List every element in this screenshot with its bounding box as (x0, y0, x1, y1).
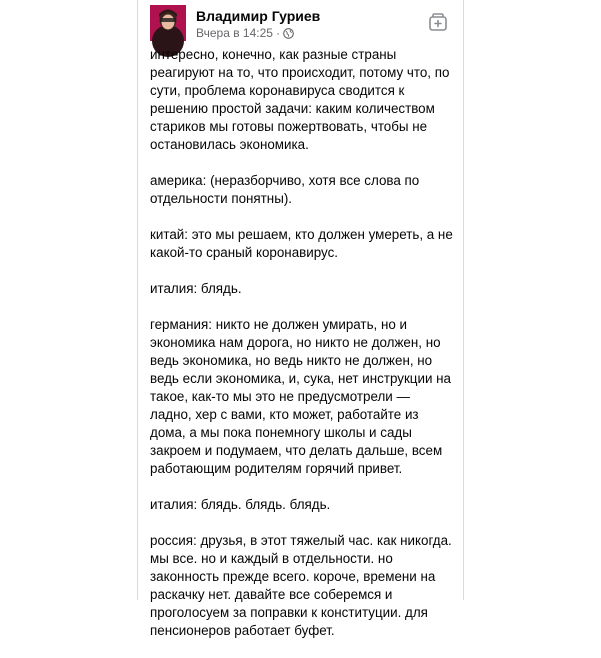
post-paragraph: германия: никто не должен умирать, но и экономика нам дорога, но никто не должен, но ведь экономика, но ведь никто не должен, но ведь если экономика, и, сука, нет инструкции на такое, как-то мы это не предусмотрели — ладно, хер с вами, кто может, работайте из дома, а мы пока понемногу школы и сады закроем и подумаем, что делать дальше, всем работающим родителям горячий привет. (150, 317, 451, 476)
globe-icon (283, 28, 294, 39)
save-post-icon[interactable] (427, 11, 449, 33)
post-paragraph: америка: (неразборчиво, хотя все слова по отдельности понятны). (150, 173, 420, 206)
post-paragraph: италия: блядь. (150, 281, 242, 296)
post-paragraph: италия: блядь. блядь. блядь. (150, 497, 331, 512)
author-name[interactable]: Владимир Гуриев (196, 8, 321, 24)
avatar-image (150, 5, 186, 41)
avatar[interactable] (150, 5, 186, 41)
post-card (137, 0, 464, 638)
post-paragraph: китай: это мы решаем, кто должен умереть, а не какой-то сраный коронавирус. (150, 227, 453, 260)
post-text (150, 46, 455, 658)
post-timestamp[interactable]: Вчера в 14:25 (196, 26, 273, 40)
post-meta (196, 26, 294, 40)
post-paragraph: интересно, конечно, как разные страны реагируют на то, что происходит, потому что, по сути, проблема коронавируса сводится к решению простой задачи: каким количеством стариков мы готовы пожертвовать, чтобы не остановилась экономика. (150, 47, 450, 152)
post-header (138, 0, 463, 44)
meta-separator: · (275, 26, 280, 40)
post-paragraph: россия: друзья, в этот тяжелый час. как никогда. мы все. но и каждый в отдельности. но законность прежде всего. короче, времени на раскачку нет. давайте все соберемся и проголосуем за поправки к конституции. для пенсионеров работает буфет. (150, 533, 452, 638)
